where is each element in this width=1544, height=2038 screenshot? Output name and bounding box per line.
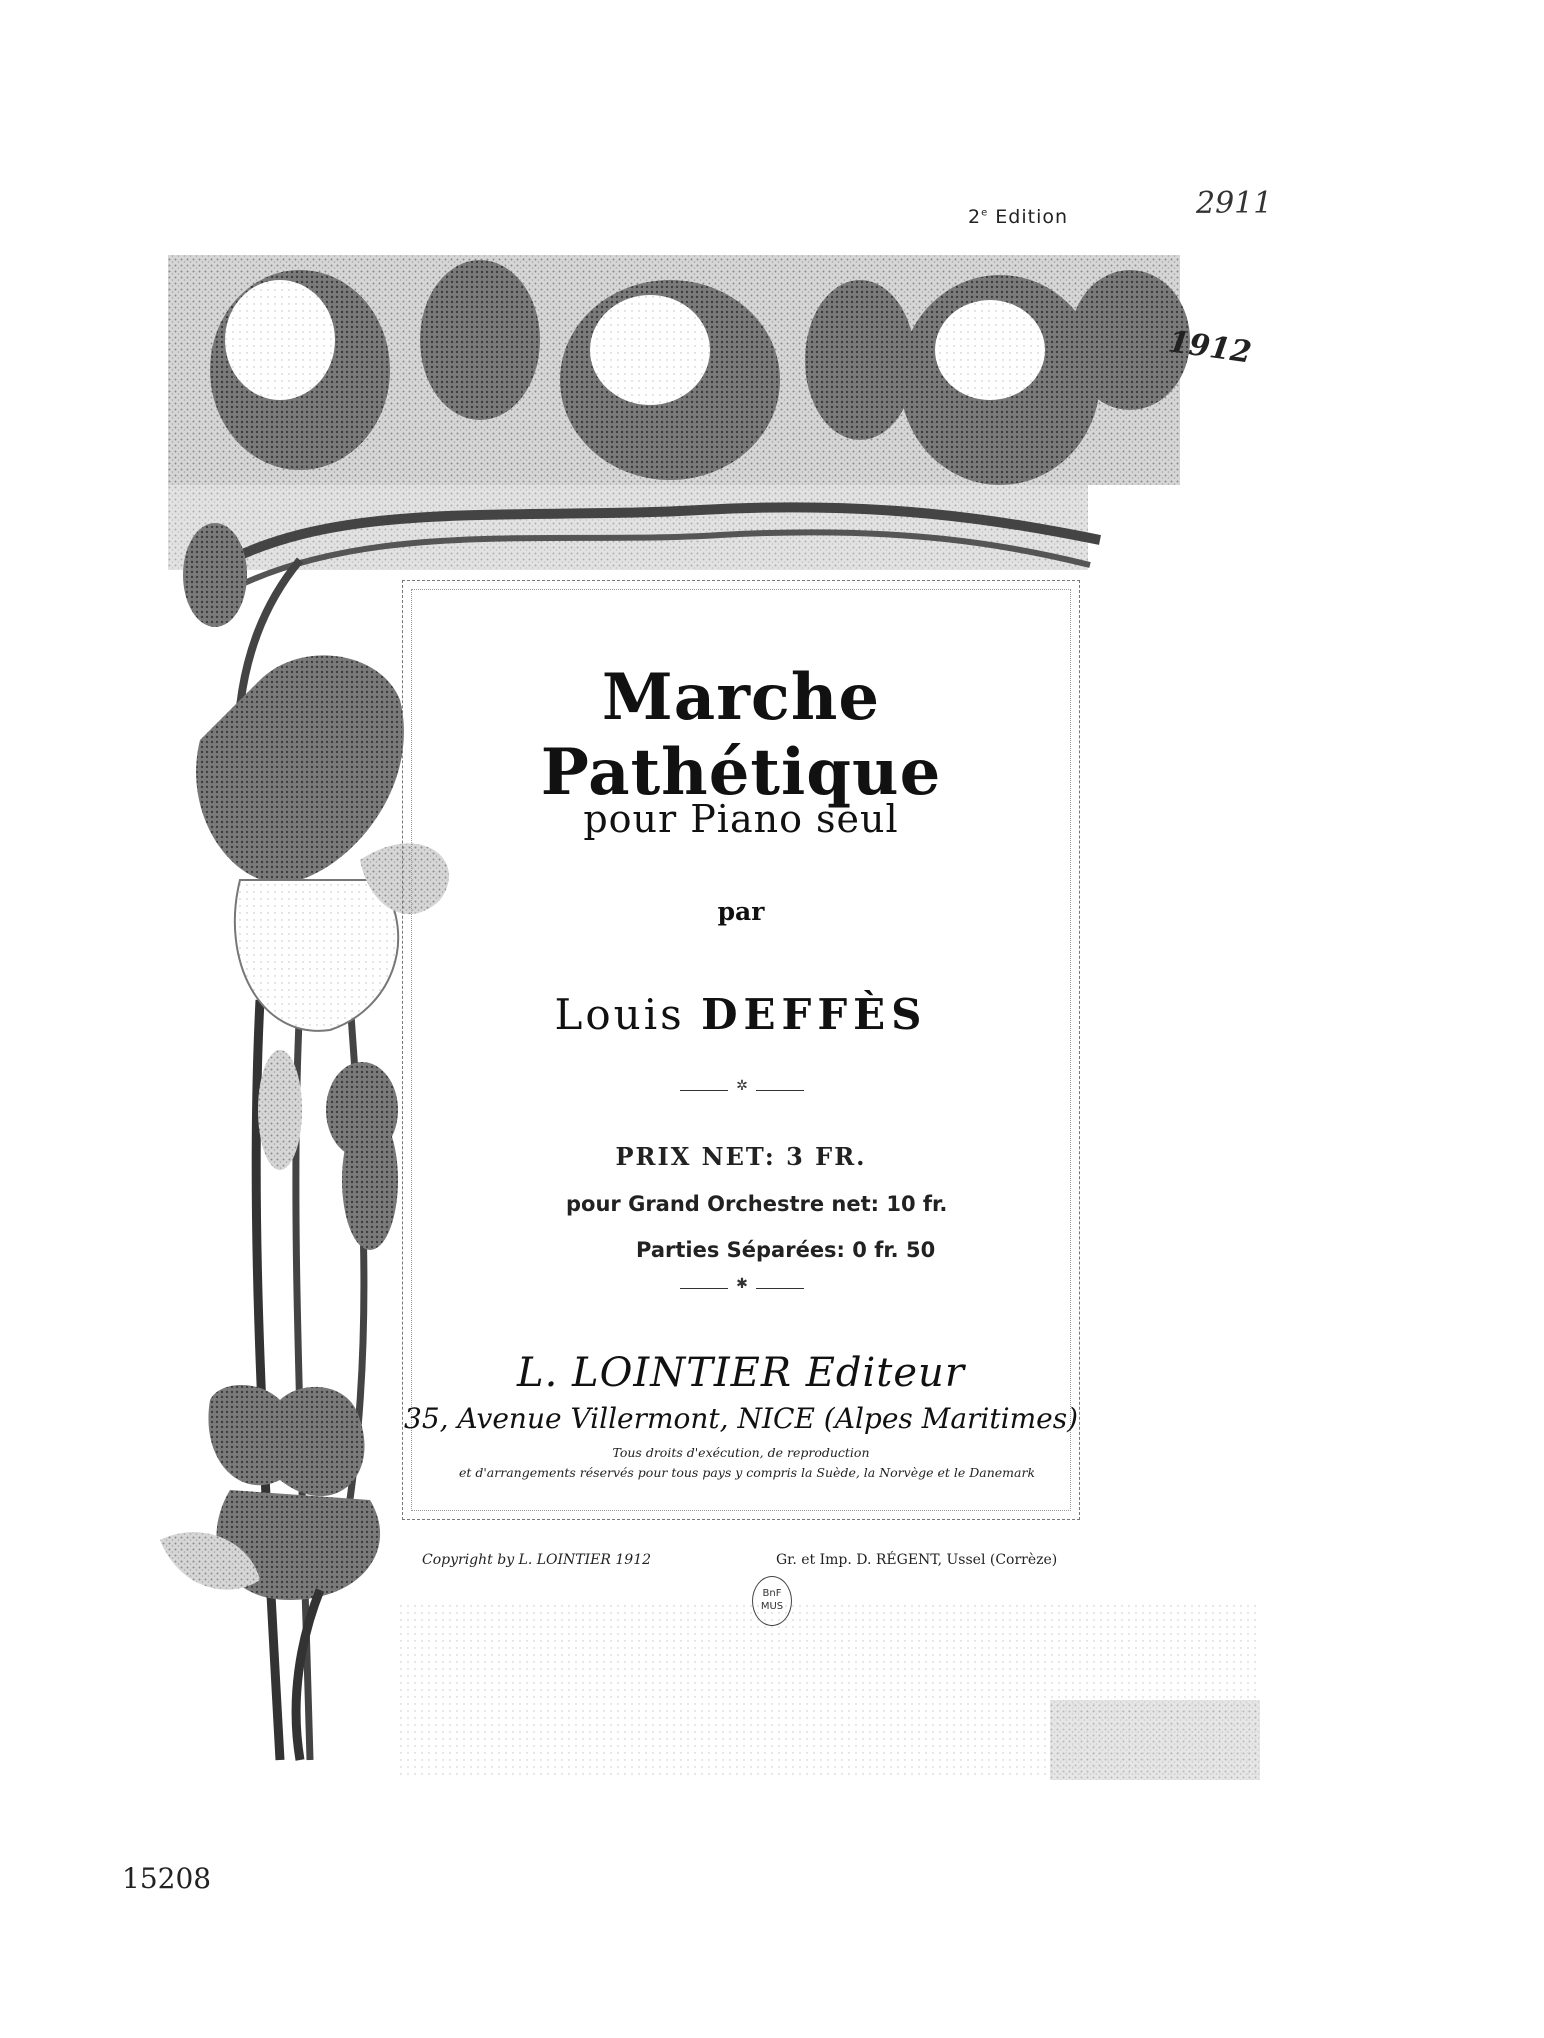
ornament-divider: ✱: [680, 1283, 804, 1295]
page-title: Marche Pathétique: [540, 660, 942, 810]
rights-notice-line2: et d'arrangements réservés pour tous pays y compris la Suède, la Norvège et le Danemark: [458, 1465, 1036, 1480]
composer-name: Louis DEFFÈS: [554, 990, 928, 1039]
publisher-address: 35, Avenue Villermont, NICE (Alpes Maritimes): [404, 1402, 1078, 1435]
catalog-number: 15208: [122, 1862, 212, 1895]
printer-line: Gr. et Imp. D. RÉGENT, Ussel (Corrèze): [776, 1552, 1058, 1568]
orchestra-price: pour Grand Orchestre net: 10 fr.: [566, 1192, 948, 1216]
library-stamp: BnF MUS: [752, 1576, 792, 1626]
ornament-divider: ✲: [680, 1085, 804, 1097]
copyright-line: Copyright by L. LOINTIER 1912: [422, 1552, 652, 1568]
net-price: PRIX NET: 3 FR.: [615, 1142, 867, 1171]
year-stamp: 1912: [1165, 324, 1254, 371]
subtitle: pour Piano seul: [583, 797, 899, 841]
bottom-speckle: [400, 1600, 1260, 1780]
rights-notice-line1: Tous droits d'exécution, de reproduction: [612, 1445, 870, 1460]
edition-label: 2e Edition: [968, 206, 1069, 228]
publisher-name: L. LOINTIER Editeur: [517, 1350, 965, 1396]
parts-price: Parties Séparées: 0 fr. 50: [636, 1238, 936, 1262]
top-floral-banner: [168, 255, 1190, 585]
handwritten-number: 2911: [1196, 186, 1273, 221]
by-label: par: [717, 897, 765, 926]
